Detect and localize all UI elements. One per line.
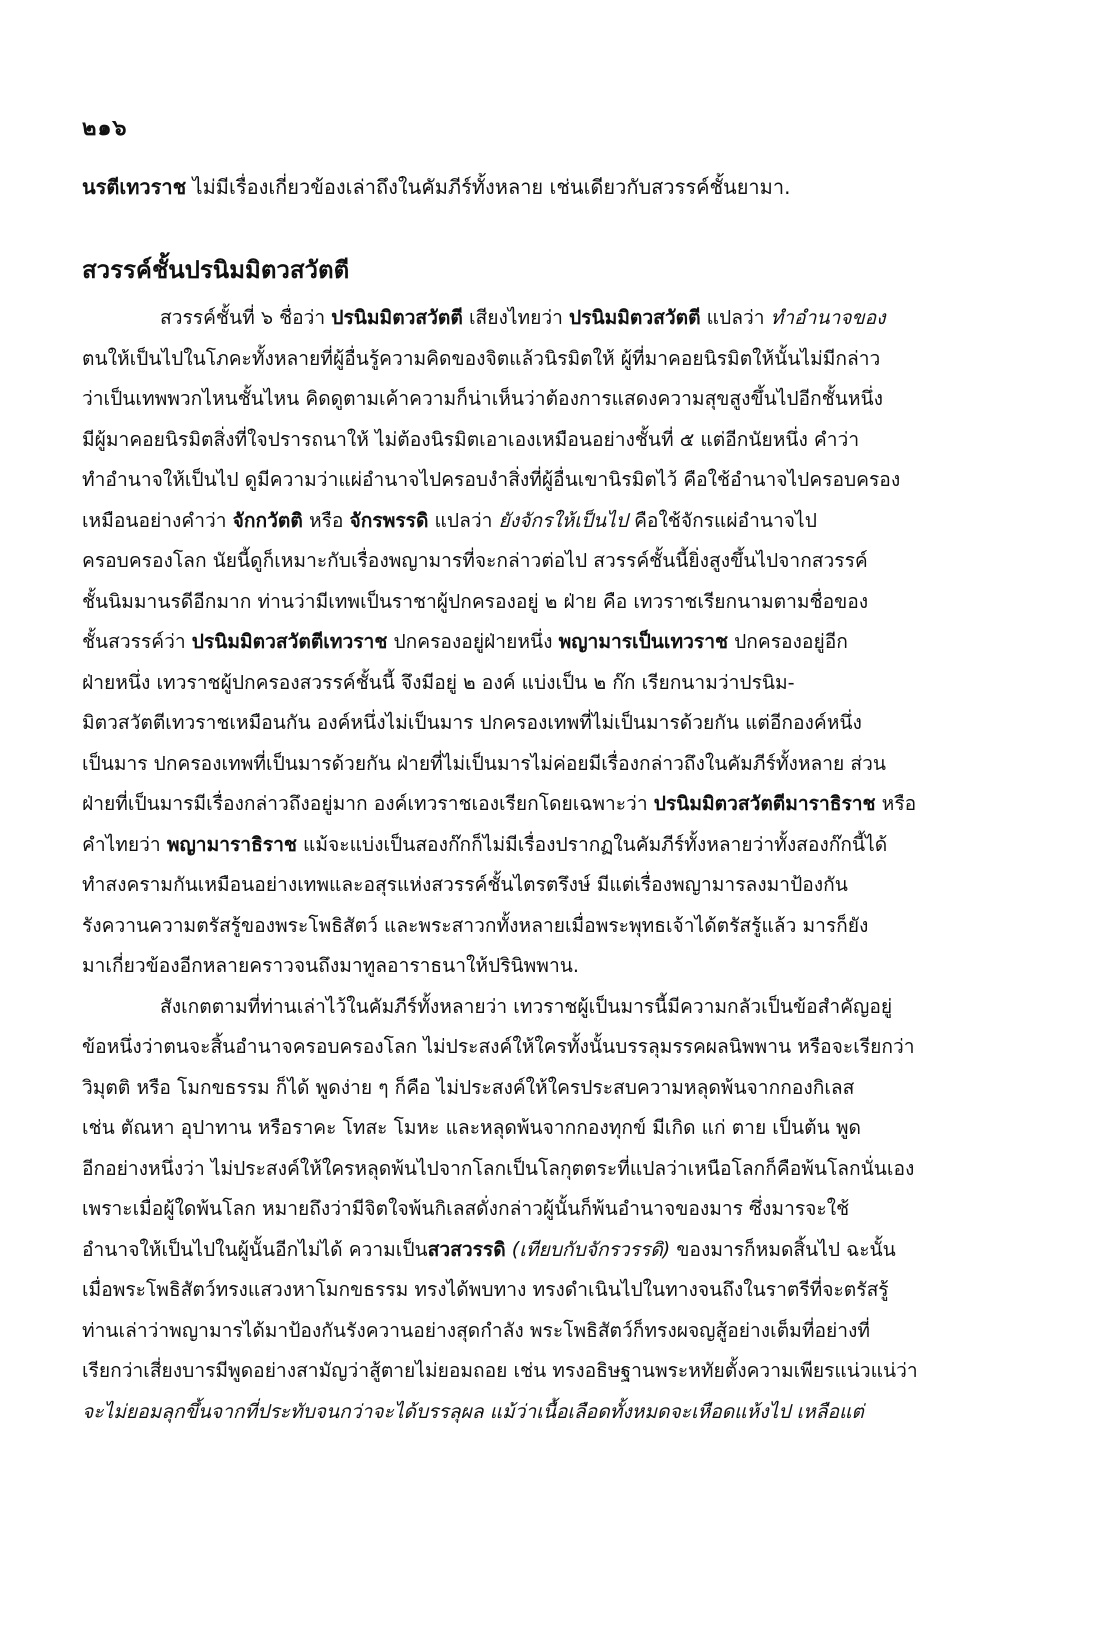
intro-paragraph — [82, 170, 1042, 204]
text-run: เมื่อพระโพธิสัตว์ทรงแสวงหาโมกขธรรม ทรงได้พบทาง ทรงดำเนินไปในทางจนถึงในราตรีที่จะตรัสรู้ — [82, 1278, 889, 1301]
text-run: สังเกตตามที่ท่านเล่าไว้ในคัมภีร์ทั้งหลายว่า เทวราชผู้เป็นมารนี้มีความกลัวเป็นข้อสำคัญอยู่ — [160, 994, 893, 1018]
text-line — [82, 744, 1046, 785]
text-line — [82, 865, 1046, 906]
text-run: ข้อหนึ่งว่าตนจะสิ้นอำนาจครอบครองโลก ไม่ประสงค์ให้ใครทั้งนั้นบรรลุมรรคผลนิพพาน หรือจะเรียกว่า — [82, 1035, 915, 1058]
text-run: วิมุตติ หรือ โมกขธรรม ก็ได้ พูดง่าย ๆ ก็คือ ไม่ประสงค์ให้ใครประสบความหลุดพ้นจากกองกิเลส — [82, 1075, 855, 1099]
intro-text: ไม่มีเรื่องเกี่ยวข้องเล่าถึงในคัมภีร์ทั้งหลาย เช่นเดียวกับสวรรค์ชั้นยามา. — [186, 175, 791, 199]
text-line — [82, 987, 1046, 1028]
bold-term: จักรพรรดิ — [349, 508, 429, 532]
text-line — [82, 622, 1046, 663]
page-number: ๒๑๖ — [82, 116, 128, 141]
text-run: แม้จะแบ่งเป็นสองก๊กก็ไม่มีเรื่องปรากฏในคัมภีร์ทั้งหลายว่าทั้งสองก๊กนี้ได้ — [296, 832, 888, 856]
text-line — [82, 582, 1046, 623]
text-line — [82, 1392, 1046, 1433]
text-line — [82, 541, 1046, 582]
text-run: ทำอำนาจให้เป็นไป ดูมีความว่าแผ่อำนาจไปครอบงำสิ่งที่ผู้อื่นเขานิรมิตไว้ คือใช้อำนาจไปครอบครอง — [82, 468, 901, 491]
italic-phrase: (เทียบกับจักรวรรดิ) — [511, 1237, 671, 1261]
bold-term: พญามาราธิราช — [166, 832, 297, 856]
text-run: ทำสงครามกันเหมือนอย่างเทพและอสุรแห่งสวรรค์ชั้นไตรตรึงษ์ มีแต่เรื่องพญามารลงมาป้องกัน — [82, 873, 848, 896]
italic-phrase: ทำอำนาจของ — [770, 306, 886, 329]
text-run: หรือ — [875, 792, 917, 815]
text-run: ของมารก็หมดสิ้นไป ฉะนั้น — [670, 1237, 896, 1261]
text-run: เป็นมาร ปกครองเทพที่เป็นมารด้วยกัน ฝ่ายที่ไม่เป็นมารไม่ค่อยมีเรื่องกล่าวถึงในคัมภีร์ทั้งหลาย ส่วน — [82, 751, 886, 775]
text-line — [82, 1351, 1046, 1392]
text-line — [82, 501, 1046, 542]
text-run: สวรรค์ชั้นที่ ๖ ชื่อว่า — [160, 306, 332, 329]
text-line — [82, 1311, 1046, 1352]
text-run: ปกครองอยู่ฝ่ายหนึ่ง — [387, 630, 559, 653]
text-run: เหมือนอย่างคำว่า — [82, 508, 233, 532]
text-line — [82, 1027, 1046, 1068]
section-heading: สวรรค์ชั้นปรนิมมิตวสวัตตี — [82, 256, 350, 284]
text-run: เสียงไทยว่า — [462, 306, 570, 329]
text-run: ท่านเล่าว่าพญามารได้มาป้องกันรังควานอย่างสุดกำลัง พระโพธิสัตว์ก็ทรงผจญสู้อย่างเต็มที่อย่างที่ — [82, 1318, 871, 1342]
text-line — [82, 1189, 1046, 1230]
body-text — [82, 298, 1046, 1432]
text-run: ชั้นนิมมานรดีอีกมาก ท่านว่ามีเทพเป็นราชาผู้ปกครองอยู่ ๒ ฝ่าย คือ เทวราชเรียกนามตามชื่อของ — [82, 589, 869, 613]
text-run: อำนาจให้เป็นไปในผู้นั้นอีกไม่ได้ ความเป็น — [82, 1237, 428, 1261]
text-run: เช่น ตัณหา อุปาทาน หรือราคะ โทสะ โมหะ และหลุดพ้นจากกองทุกข์ มีเกิด แก่ ตาย เป็นต้น พูด — [82, 1116, 861, 1139]
text-line — [82, 1068, 1046, 1109]
text-line — [82, 1149, 1046, 1190]
text-run: ตนให้เป็นไปในโภคะทั้งหลายที่ผู้อื่นรู้ความคิดของจิตแล้วนิรมิตให้ ผู้ที่มาคอยนิรมิตให้นั้นไม่มีกล่าว — [82, 346, 881, 370]
text-run: ว่าเป็นเทพพวกไหนชั้นไหน คิดดูตามเค้าความก็น่าเห็นว่าต้องการแสดงความสุขสูงขึ้นไปอีกชั้นหนึ่ง — [82, 387, 883, 410]
text-run: หรือ — [302, 508, 350, 532]
bold-term: ปรนิมมิตวสวัตตีมาราธิราช — [653, 792, 876, 815]
text-run: ปกครองอยู่อีก — [728, 630, 848, 653]
text-run: เรียกว่าเสี่ยงบารมีพูดอย่างสามัญว่าสู้ตายไม่ยอมถอย เช่น ทรงอธิษฐานพระหทัยตั้งความเพียรแน่วแน่ว่า — [82, 1359, 918, 1382]
text-line — [82, 460, 1046, 501]
text-line — [82, 379, 1046, 420]
text-line — [82, 906, 1046, 947]
italic-phrase: จะไม่ยอมลุกขึ้นจากที่ประทับจนกว่าจะได้บรรลุผล แม้ว่าเนื้อเลือดทั้งหมดจะเหือดแห้งไป เหลือแต่ — [82, 1399, 864, 1423]
text-run: มีผู้มาคอยนิรมิตสิ่งที่ใจปรารถนาให้ ไม่ต้องนิรมิตเอาเองเหมือนอย่างชั้นที่ ๕ แต่อีกนัยหนึ่ง คำว่า — [82, 427, 860, 451]
text-line — [82, 663, 1046, 704]
text-run: ชั้นสวรรค์ว่า — [82, 630, 192, 653]
text-run: เพราะเมื่อผู้ใดพ้นโลก หมายถึงว่ามีจิตใจพ้นกิเลสดั่งกล่าวผู้นั้นก็พ้นอำนาจของมาร ซึ่งมารจะใช้ — [82, 1197, 850, 1220]
text-run: รังควานความตรัสรู้ของพระโพธิสัตว์ และพระสาวกทั้งหลายเมื่อพระพุทธเจ้าได้ตรัสรู้แล้ว มารก็ยัง — [82, 913, 869, 937]
text-line — [82, 1270, 1046, 1311]
text-run: ฝ่ายหนึ่ง เทวราชผู้ปกครองสวรรค์ชั้นนี้ จึงมีอยู่ ๒ องค์ แบ่งเป็น ๒ ก๊ก เรียกนามว่าปรนิม- — [82, 670, 795, 694]
text-line — [82, 784, 1046, 825]
text-line — [82, 1230, 1046, 1271]
text-run: แปลว่า — [428, 508, 499, 532]
text-run: มิตวสวัตตีเทวราชเหมือนกัน องค์หนึ่งไม่เป็นมาร ปกครองเทพที่ไม่เป็นมารด้วยกัน แต่อีกองค์หนึ่ง — [82, 711, 862, 734]
text-line — [82, 1108, 1046, 1149]
text-line — [82, 339, 1046, 380]
text-run: ฝ่ายที่เป็นมารมีเรื่องกล่าวถึงอยู่มาก องค์เทวราชเองเรียกโดยเฉพาะว่า — [82, 792, 654, 815]
bold-term: ปรนิมมิตวสวัตตีเทวราช — [191, 630, 388, 653]
text-run: มาเกี่ยวข้องอีกหลายคราวจนถึงมาทูลอาราธนาให้ปรินิพพาน. — [82, 954, 579, 977]
text-run: คำไทยว่า — [82, 832, 167, 856]
text-line — [82, 420, 1046, 461]
text-line — [82, 825, 1046, 866]
intro-term: นรตีเทวราช — [82, 175, 187, 199]
bold-term: พญามารเป็นเทวราช — [558, 630, 728, 653]
text-run: คือใช้จักรแผ่อำนาจไป — [627, 508, 817, 532]
text-line — [82, 946, 1046, 987]
text-run: แปลว่า — [700, 306, 771, 329]
text-line — [82, 298, 1046, 339]
text-line — [82, 703, 1046, 744]
text-run: ครอบครองโลก นัยนี้ดูก็เหมาะกับเรื่องพญามารที่จะกล่าวต่อไป สวรรค์ชั้นนี้ยิ่งสูงขึ้นไปจากสวรรค์ — [82, 549, 868, 572]
text-run: อีกอย่างหนึ่งว่า ไม่ประสงค์ให้ใครหลุดพ้นไปจากโลกเป็นโลกุตตระที่แปลว่าเหนือโลกก็คือพ้นโลกนั่นเอง — [82, 1156, 915, 1180]
bold-term: ปรนิมมิตวสวัตตี — [569, 306, 701, 329]
bold-term: ปรนิมมิตวสวัตตี — [331, 306, 463, 329]
bold-term: สวสวรรดิ — [427, 1237, 506, 1261]
italic-phrase: ยังจักรให้เป็นไป — [498, 508, 628, 532]
bold-term: จักกวัตติ — [232, 508, 303, 532]
